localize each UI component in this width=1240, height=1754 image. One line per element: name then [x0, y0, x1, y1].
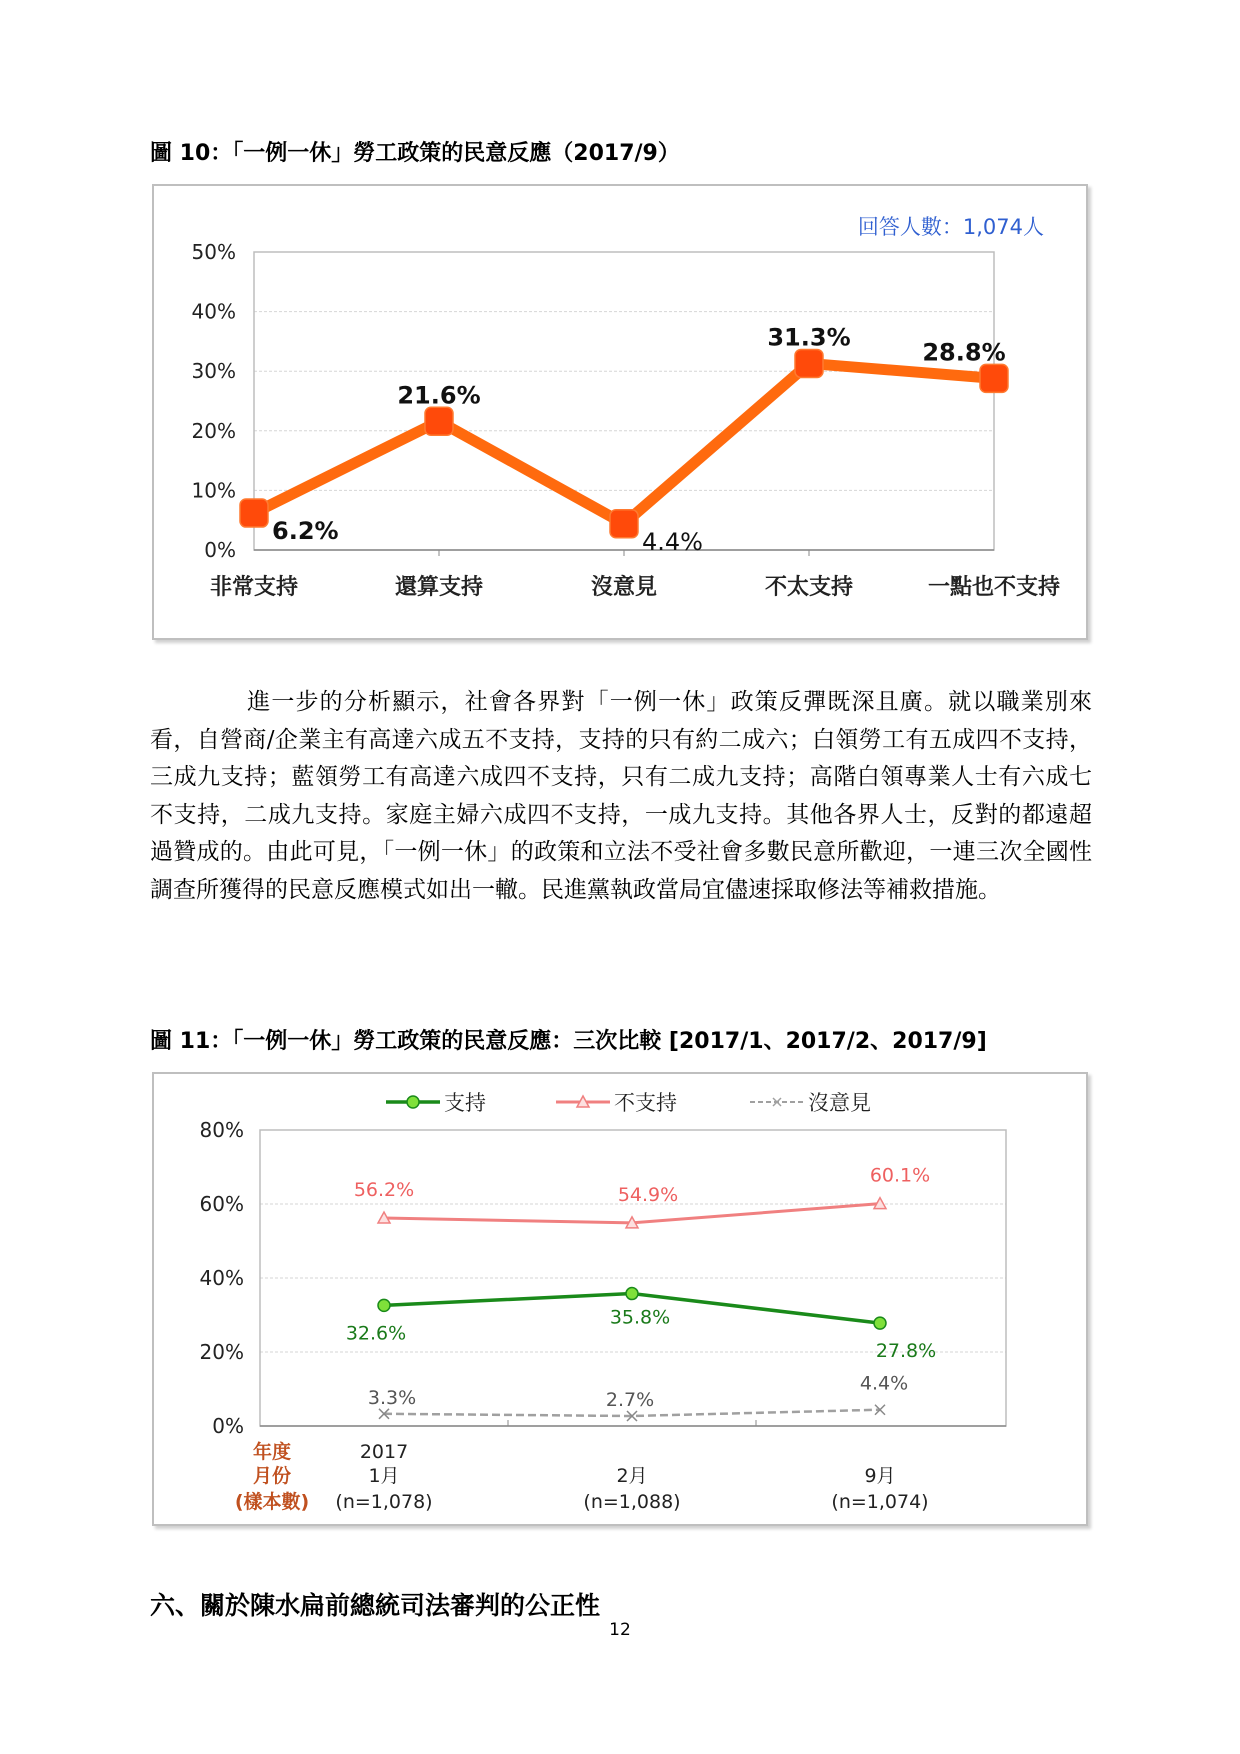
category-label: 不太支持 [764, 575, 854, 600]
data-point-marker [626, 1288, 638, 1300]
y-tick-label: 40% [199, 1266, 244, 1290]
category-label: 非常支持 [209, 575, 299, 600]
data-label: 3.3% [367, 1386, 417, 1409]
legend-label: 不支持 [614, 1091, 677, 1115]
series-line [254, 363, 994, 523]
data-point-marker [425, 407, 453, 435]
sample-size-label: (n=1,088) [583, 1491, 681, 1513]
page-number: 12 [609, 1620, 631, 1640]
month-label: 9月 [864, 1465, 896, 1487]
data-point-marker [610, 510, 638, 538]
figure11-chart [152, 1072, 1088, 1526]
y-tick-label: 0% [204, 538, 236, 562]
data-label: 4.4% [642, 527, 703, 556]
figure10-title: 圖 10：「一例一休」勞工政策的民意反應（2017/9） [150, 141, 680, 166]
data-label: 31.3% [767, 323, 851, 352]
data-label: 32.6% [345, 1322, 407, 1345]
y-tick-label: 0% [212, 1414, 244, 1438]
data-label: 28.8% [922, 338, 1006, 367]
data-label: 27.8% [875, 1340, 937, 1363]
respondents-count: 回答人數：1,074人 [857, 215, 1044, 239]
y-tick-label: 30% [191, 359, 236, 384]
data-label: 56.2% [353, 1179, 415, 1202]
row-label-month: 月份 [252, 1465, 292, 1487]
section-heading: 六、關於陳水扁前總統司法審判的公正性 [150, 1591, 601, 1620]
y-tick-label: 40% [191, 299, 236, 324]
data-label: 60.1% [869, 1164, 931, 1187]
category-label: 沒意見 [590, 575, 658, 600]
data-point-marker [874, 1317, 886, 1329]
data-label: 4.4% [859, 1372, 909, 1395]
year-label: 2017 [359, 1441, 409, 1463]
legend-label: 支持 [444, 1091, 486, 1115]
plot-border [254, 252, 994, 550]
y-tick-label: 20% [191, 418, 236, 443]
body-paragraph [150, 684, 1092, 909]
figure11-line-chart [154, 1074, 1086, 1524]
y-tick-label: 10% [191, 478, 236, 503]
month-label: 2月 [616, 1465, 648, 1487]
data-label: 21.6% [397, 381, 481, 410]
legend-marker [407, 1096, 419, 1108]
data-label: 35.8% [609, 1306, 671, 1329]
data-point-marker [980, 364, 1008, 392]
category-label: 一點也不支持 [927, 575, 1061, 600]
figure10-chart [152, 184, 1088, 640]
y-tick-label: 50% [191, 240, 236, 264]
data-point-marker [378, 1299, 390, 1311]
y-tick-label: 60% [199, 1192, 244, 1216]
category-label: 還算支持 [394, 575, 484, 600]
data-label: 2.7% [605, 1389, 655, 1412]
data-label: 54.9% [617, 1183, 679, 1206]
sample-size-label: (n=1,074) [831, 1491, 929, 1513]
legend-label: 沒意見 [808, 1091, 871, 1115]
figure11-title: 圖 11：「一例一休」勞工政策的民意反應：三次比較 [2017/1、2017/2、2017/9] [150, 1029, 987, 1054]
row-label-sample: (樣本數) [234, 1491, 310, 1513]
figure10-line-chart [154, 186, 1086, 638]
data-point-marker [240, 499, 268, 527]
data-label: 6.2% [272, 517, 339, 546]
sample-size-label: (n=1,078) [335, 1491, 433, 1513]
data-point-marker [795, 349, 823, 377]
y-tick-label: 80% [199, 1118, 244, 1142]
paragraph-text: 進一步的分析顯示，社會各界對「一例一休」政策反彈既深且廣。就以職業別來看，自營商/企業主有高達六成五不支持，支持的只有約二成六；白領勞工有五成四不支持，三成九支持；藍領勞工有高達六成四不支持，只有二成九支持；高階白領專業人士有六成七不支持，二成九支持。家庭主婦六成四不支持，一成九支持。其他各界人士，反對的都遠超過贊成的。由此可見，「一例一休」的政策和立法不受社會多數民意所歡迎，一連三次全國性調查所獲得的民意反應模式如出一轍。民進黨執政當局宜儘速採取修法等補救措施。 [150, 689, 1092, 903]
month-label: 1月 [368, 1465, 400, 1487]
row-label-year: 年度 [252, 1441, 292, 1463]
y-tick-label: 20% [199, 1340, 244, 1364]
